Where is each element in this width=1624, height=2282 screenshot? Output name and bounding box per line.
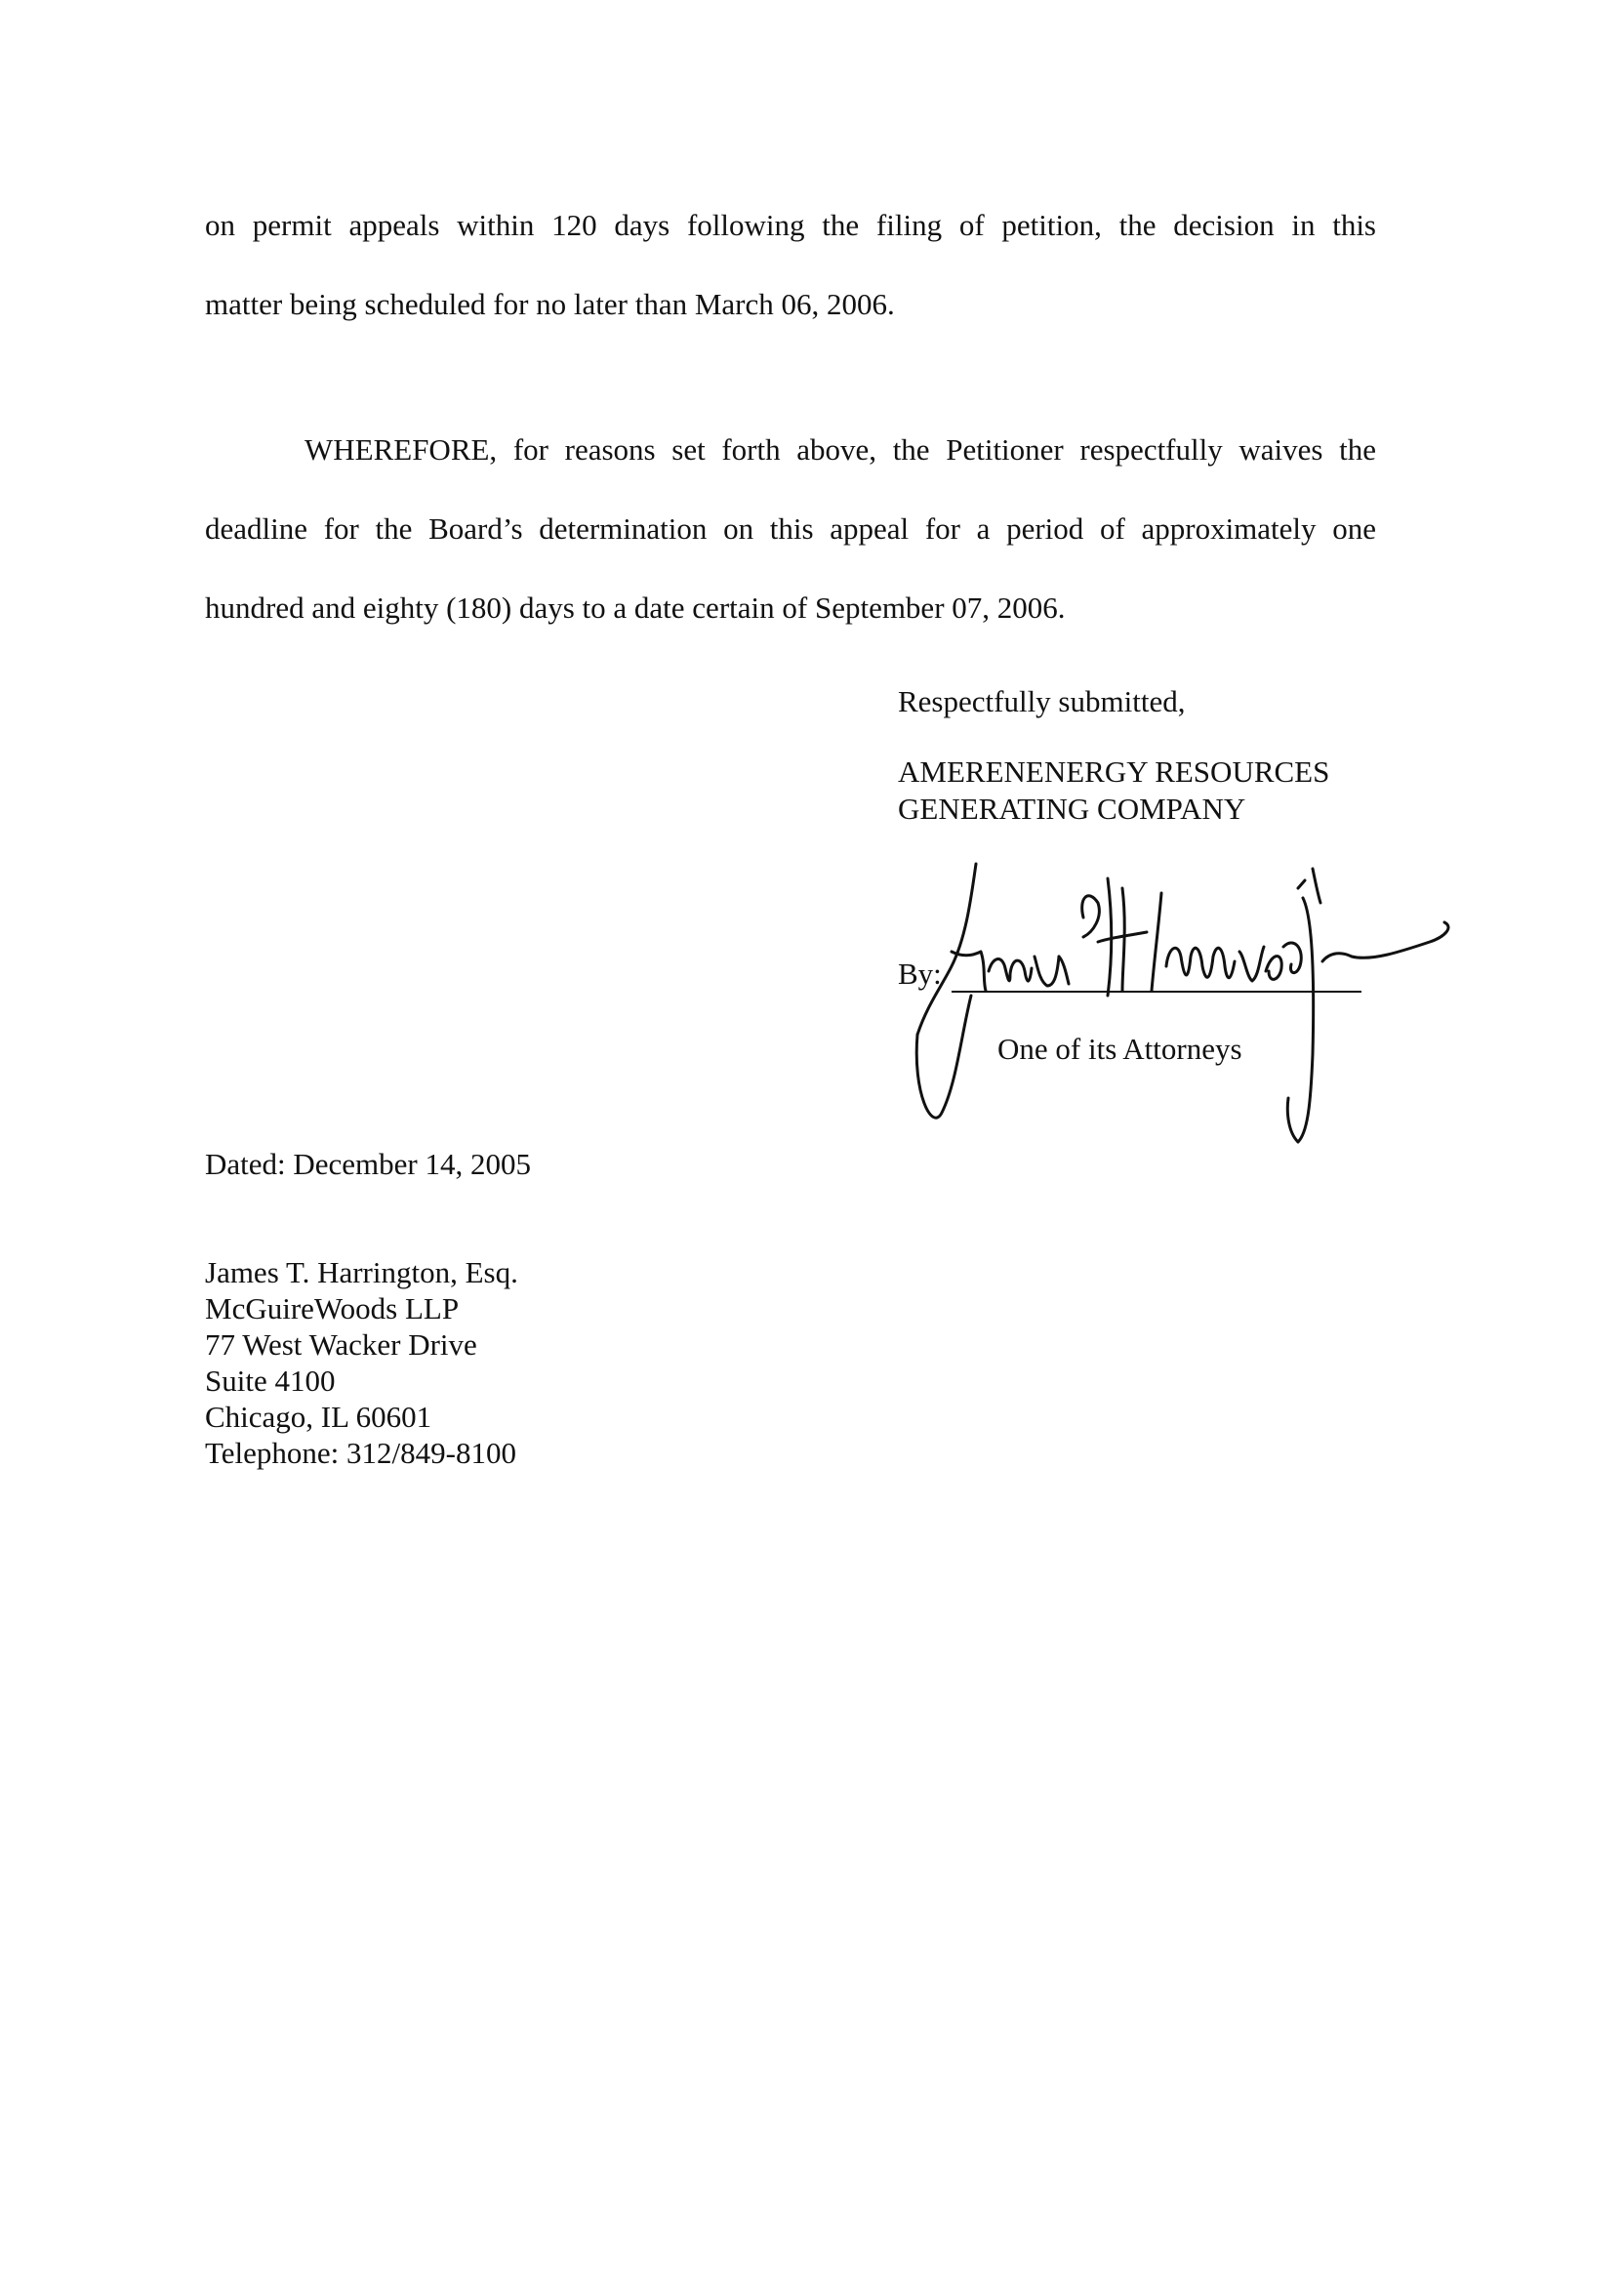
address-line: Chicago, IL 60601	[205, 1400, 432, 1434]
signature-block	[898, 683, 1329, 828]
paragraph-wherefore	[205, 410, 1376, 647]
dated-line: Dated: December 14, 2005	[205, 1147, 531, 1181]
company-name-line: AMERENENERGY RESOURCES	[898, 754, 1330, 789]
address-line: 77 West Wacker Drive	[205, 1327, 477, 1362]
attorney-address-block	[205, 1254, 518, 1471]
handwritten-signature-icon	[913, 859, 1459, 1152]
paragraph-continuation	[205, 185, 1376, 344]
address-line: Suite 4100	[205, 1364, 336, 1398]
paragraph-line: WHEREFORE, for reasons set forth above, the Petitioner respectfully waives the	[304, 432, 1376, 467]
attorney-label: One of its Attorneys	[997, 1032, 1242, 1066]
by-label: By:	[898, 957, 942, 991]
paragraph-line: on permit appeals within 120 days following the filing of petition, the decision in this	[205, 208, 1376, 242]
paragraph-line: deadline for the Board’s determination on this appeal for a period of approximately one	[205, 511, 1376, 546]
paragraph-line: matter being scheduled for no later than March 06, 2006.	[205, 287, 895, 321]
address-line: James T. Harrington, Esq.	[205, 1255, 518, 1289]
paragraph-line: hundred and eighty (180) days to a date certain of September 07, 2006.	[205, 591, 1066, 625]
company-name-line: GENERATING COMPANY	[898, 792, 1246, 826]
address-line: Telephone: 312/849-8100	[205, 1436, 516, 1470]
address-line: McGuireWoods LLP	[205, 1291, 460, 1325]
closing-text: Respectfully submitted,	[898, 684, 1186, 718]
